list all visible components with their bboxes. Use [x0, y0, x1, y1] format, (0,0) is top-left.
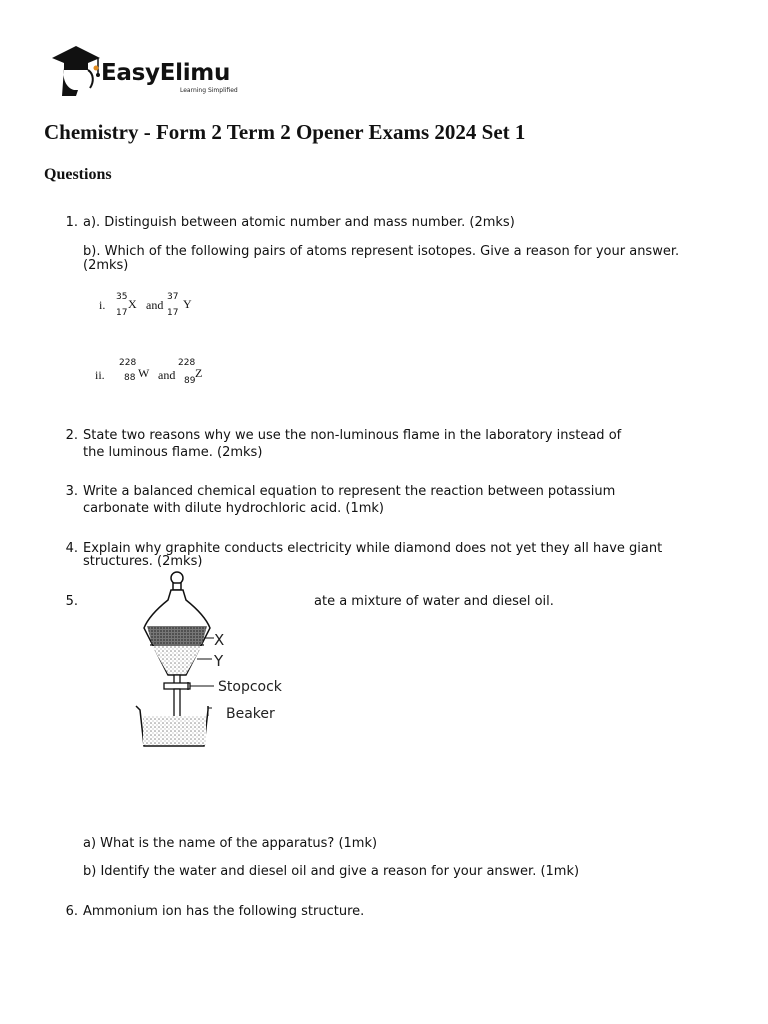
question-4-line2: structures. (2mks)	[83, 554, 203, 569]
question-1b-marks: (2mks)	[83, 258, 129, 273]
question-5-line1: ate a mixture of water and diesel oil.	[314, 594, 554, 609]
atomic-number: 17	[167, 308, 179, 318]
atomic-number: 88	[124, 373, 136, 383]
question-number: 4.	[65, 541, 78, 556]
question-1a: a). Distinguish between atomic number and mass number. (2mks)	[83, 215, 515, 230]
element-symbol: X	[128, 297, 137, 311]
mass-number: 228	[178, 358, 196, 368]
question-number: 1.	[65, 215, 78, 230]
label-y: Y	[214, 652, 224, 670]
roman-label: i.	[99, 298, 106, 312]
brand-name: EasyElimu	[101, 60, 231, 86]
question-4-line1: Explain why graphite conducts electricity while diamond does not yet they all have giant	[83, 541, 663, 556]
element-symbol: W	[138, 366, 150, 380]
brand-tagline: Learning Simplified	[180, 87, 238, 94]
separating-funnel-diagram	[130, 570, 310, 755]
atomic-number: 89	[184, 376, 196, 386]
question-1b: b). Which of the following pairs of atoms represent isotopes. Give a reason for your answer.	[83, 244, 680, 259]
question-5a: a) What is the name of the apparatus? (1mk)	[83, 836, 378, 851]
question-5b: b) Identify the water and diesel oil and give a reason for your answer. (1mk)	[83, 864, 580, 879]
atomic-number: 17	[116, 308, 128, 318]
question-number: 2.	[65, 428, 78, 443]
question-number: 3.	[65, 484, 78, 499]
and-word: and	[146, 298, 164, 312]
question-6-line1: Ammonium ion has the following structure.	[83, 904, 365, 919]
section-heading: Questions	[44, 166, 112, 183]
roman-label: ii.	[95, 368, 105, 382]
label-x: X	[214, 631, 225, 649]
mass-number: 35	[116, 292, 128, 302]
and-word: and	[158, 368, 176, 382]
question-number: 5.	[65, 594, 78, 609]
mass-number: 37	[167, 292, 179, 302]
question-2-line2: the luminous flame. (2mks)	[83, 445, 263, 460]
page-title: Chemistry - Form 2 Term 2 Opener Exams 2024 Set 1	[44, 120, 526, 144]
question-number: 6.	[65, 904, 78, 919]
element-symbol: Z	[195, 366, 203, 380]
label-beaker: Beaker	[226, 706, 275, 722]
element-symbol: Y	[183, 297, 192, 311]
label-stopcock: Stopcock	[218, 679, 282, 695]
question-3-line1: Write a balanced chemical equation to represent the reaction between potassium	[83, 484, 616, 499]
question-2-line1: State two reasons why we use the non-luminous flame in the laboratory instead of	[83, 428, 622, 443]
mass-number: 228	[119, 358, 137, 368]
question-3-line2: carbonate with dilute hydrochloric acid. (1mk)	[83, 501, 384, 516]
